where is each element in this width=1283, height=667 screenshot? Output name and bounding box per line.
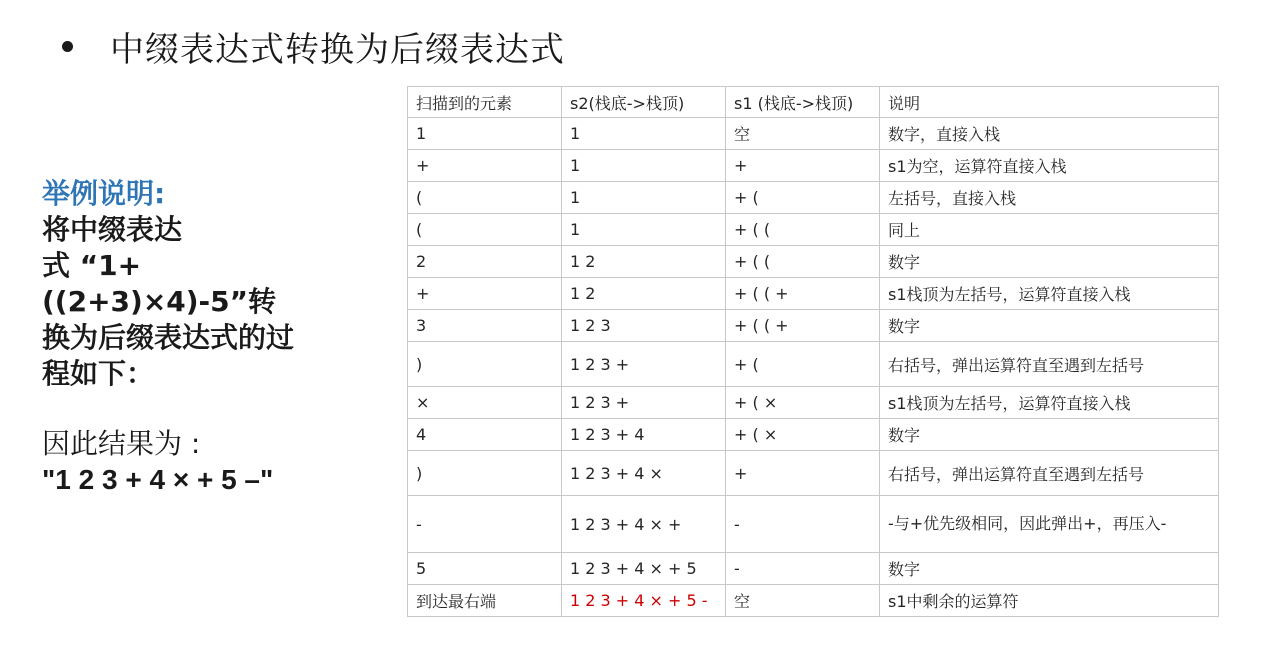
slide-title: 中缀表达式转换为后缀表达式 xyxy=(110,29,565,70)
cell-note: 同上 xyxy=(880,214,1219,246)
result-label: 因此结果为 : xyxy=(42,427,201,460)
cell-s2: 1 2 3 xyxy=(562,310,726,342)
cell-s1: - xyxy=(726,496,880,553)
cell-note: 数字，直接入栈 xyxy=(880,118,1219,150)
cell-note: 数字 xyxy=(880,246,1219,278)
cell-note: s1中剩余的运算符 xyxy=(880,585,1219,617)
cell-element: 3 xyxy=(408,310,562,342)
cell-s1: + ( xyxy=(726,182,880,214)
result-value: "1 2 3 + 4 × + 5 –" xyxy=(42,464,274,495)
table-row xyxy=(408,342,1219,387)
cell-s2: 1 xyxy=(562,118,726,150)
cell-note: 左括号，直接入栈 xyxy=(880,182,1219,214)
title-row xyxy=(62,18,565,74)
cell-s2: 1 2 3 + 4 × + 5 xyxy=(562,553,726,585)
cell-element: ( xyxy=(408,214,562,246)
cell-element: + xyxy=(408,278,562,310)
table-row xyxy=(408,553,1219,585)
cell-s1: + ( ( + xyxy=(726,278,880,310)
cell-s2: 1 2 3 + 4 × + xyxy=(562,496,726,553)
table-header-row xyxy=(408,87,1219,118)
cell-element: + xyxy=(408,150,562,182)
example-description-line-3: 换为后缀表达式的过 xyxy=(42,321,295,354)
cell-s1: + ( ( xyxy=(726,214,880,246)
table-row xyxy=(408,310,1219,342)
cell-element: ) xyxy=(408,342,562,387)
cell-element: 2 xyxy=(408,246,562,278)
table-row xyxy=(408,182,1219,214)
cell-s1: 空 xyxy=(726,585,880,617)
cell-s2: 1 xyxy=(562,150,726,182)
cell-s1: + xyxy=(726,150,880,182)
example-panel xyxy=(42,176,362,498)
cell-s2: 1 xyxy=(562,182,726,214)
cell-s1: + ( × xyxy=(726,419,880,451)
cell-s2: 1 2 3 + xyxy=(562,387,726,419)
table-row xyxy=(408,419,1219,451)
cell-element: 5 xyxy=(408,553,562,585)
table-row xyxy=(408,246,1219,278)
cell-note: 右括号，弹出运算符直至遇到左括号 xyxy=(880,342,1219,387)
header-s1: s1 (栈底->栈顶) xyxy=(726,87,880,118)
cell-s2: 1 2 3 + 4 xyxy=(562,419,726,451)
cell-note: s1栈顶为左括号，运算符直接入栈 xyxy=(880,278,1219,310)
cell-element: - xyxy=(408,496,562,553)
cell-element: 4 xyxy=(408,419,562,451)
cell-element: 到达最右端 xyxy=(408,585,562,617)
header-s2: s2(栈底->栈顶) xyxy=(562,87,726,118)
table-row xyxy=(408,214,1219,246)
example-description-line-2: 式 “1+((2+3)×4)-5”转 xyxy=(42,249,277,318)
header-scanned-element: 扫描到的元素 xyxy=(408,87,562,118)
header-explanation: 说明 xyxy=(880,87,1219,118)
cell-s2: 1 2 3 + xyxy=(562,342,726,387)
table-row xyxy=(408,150,1219,182)
cell-s2: 1 xyxy=(562,214,726,246)
conversion-steps-table xyxy=(407,86,1219,617)
cell-s2: 1 2 xyxy=(562,246,726,278)
cell-s1: - xyxy=(726,553,880,585)
cell-element: × xyxy=(408,387,562,419)
cell-note: s1为空，运算符直接入栈 xyxy=(880,150,1219,182)
example-description-line-1: 将中缀表达 xyxy=(42,213,183,246)
cell-element: ) xyxy=(408,451,562,496)
cell-note: 数字 xyxy=(880,310,1219,342)
example-heading: 举例说明: xyxy=(42,177,166,210)
cell-s1: + ( ( + xyxy=(726,310,880,342)
cell-s1: + ( ( xyxy=(726,246,880,278)
table-row xyxy=(408,496,1219,553)
cell-s1: 空 xyxy=(726,118,880,150)
cell-element: ( xyxy=(408,182,562,214)
table-row xyxy=(408,118,1219,150)
cell-s2-final-result: 1 2 3 + 4 × + 5 - xyxy=(562,585,726,617)
table-row xyxy=(408,278,1219,310)
cell-note: -与+优先级相同，因此弹出+，再压入- xyxy=(880,496,1219,553)
cell-s2: 1 2 xyxy=(562,278,726,310)
table-row xyxy=(408,387,1219,419)
table-row-final xyxy=(408,585,1219,617)
cell-note: 数字 xyxy=(880,419,1219,451)
cell-s1: + ( × xyxy=(726,387,880,419)
example-description-line-4: 程如下： xyxy=(42,357,155,390)
cell-note: 数字 xyxy=(880,553,1219,585)
cell-s1: + xyxy=(726,451,880,496)
cell-note: 右括号，弹出运算符直至遇到左括号 xyxy=(880,451,1219,496)
bullet-icon xyxy=(62,41,73,52)
table-row xyxy=(408,451,1219,496)
cell-s2: 1 2 3 + 4 × xyxy=(562,451,726,496)
cell-s1: + ( xyxy=(726,342,880,387)
cell-note: s1栈顶为左括号，运算符直接入栈 xyxy=(880,387,1219,419)
cell-element: 1 xyxy=(408,118,562,150)
